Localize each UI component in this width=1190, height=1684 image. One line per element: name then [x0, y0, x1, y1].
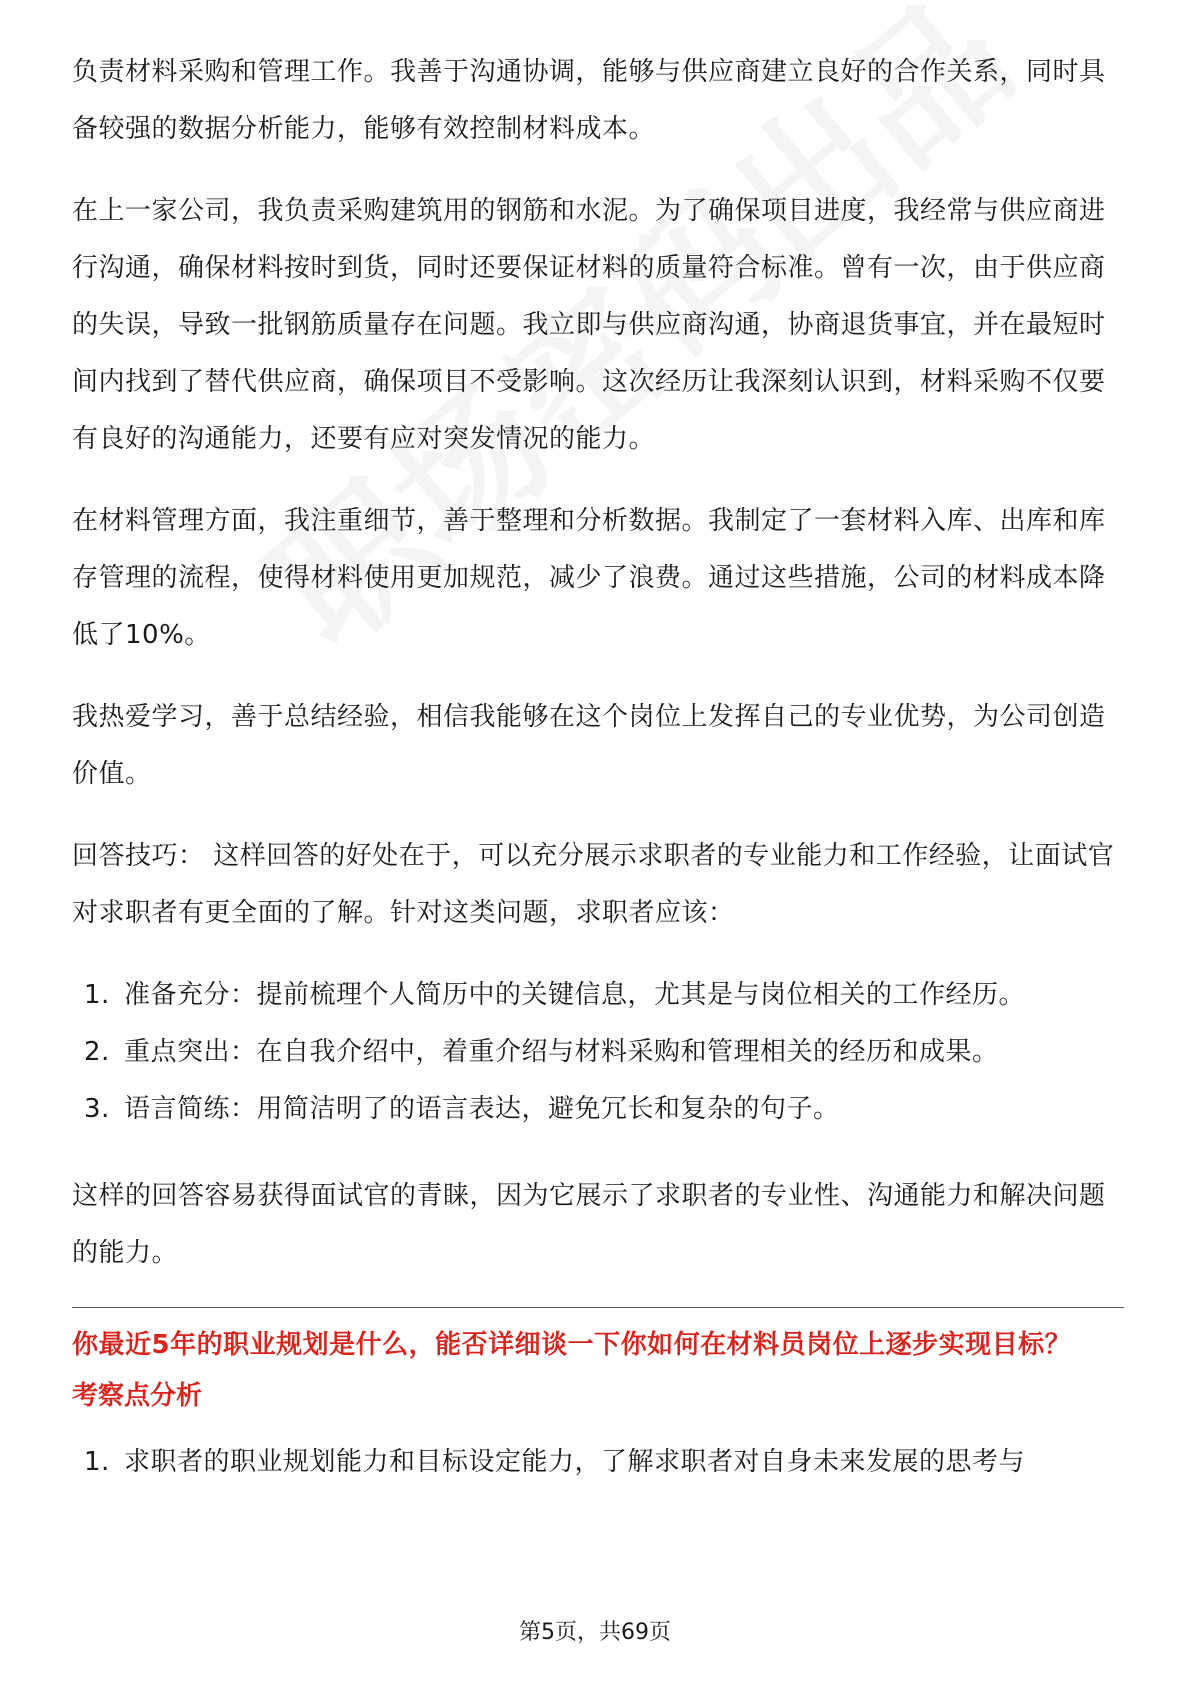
list-text: 语言简练：用简洁明了的语言表达，避免冗长和复杂的句子。: [124, 1094, 840, 1124]
section-divider: [72, 1307, 1124, 1308]
analysis-list: [72, 1434, 1122, 1491]
list-number: 3.: [84, 1094, 110, 1124]
paragraph-motivation: 我热爱学习，善于总结经验，相信我能够在这个岗位上发挥自己的专业优势，为公司创造价值。: [72, 702, 1106, 789]
paragraph-closing: 这样的回答容易获得面试官的青睐，因为它展示了求职者的专业性、沟通能力和解决问题的能力。: [72, 1181, 1106, 1268]
list-number: 1.: [84, 980, 110, 1010]
list-item: [72, 1081, 1122, 1138]
paragraph-experience: 在上一家公司，我负责采购建筑用的钢筋和水泥。为了确保项目进度，我经常与供应商进行沟通，确保材料按时到货，同时还要保证材料的质量符合标准。曾有一次，由于供应商的失误，导致一批钢筋质量存在问题。我立即与供应商沟通，协商退货事宜，并在最短时间内找到了替代供应商，确保项目不受影响。这次经历让我深刻认识到，材料采购不仅要有良好的沟通能力，还要有应对突发情况的能力。: [72, 196, 1106, 454]
paragraph-management: 在材料管理方面，我注重细节，善于整理和分析数据。我制定了一套材料入库、出库和库存管理的流程，使得材料使用更加规范，减少了浪费。通过这些措施，公司的材料成本降低了10%。: [72, 506, 1106, 650]
list-item: [72, 967, 1122, 1024]
page-footer: 第5页，共69页: [519, 1620, 671, 1645]
paragraph-answer-tips: 回答技巧： 这样回答的好处在于，可以充分展示求职者的专业能力和工作经验，让面试官对求职者有更全面的了解。针对这类问题，求职者应该：: [72, 841, 1115, 928]
page-content: [72, 44, 1122, 1521]
list-number: 1.: [84, 1447, 110, 1477]
list-text: 重点突出：在自我介绍中，着重介绍与材料采购和管理相关的经历和成果。: [124, 1037, 999, 1067]
paragraph-intro: 负责材料采购和管理工作。我善于沟通协调，能够与供应商建立良好的合作关系，同时具备较强的数据分析能力，能够有效控制材料成本。: [72, 57, 1106, 144]
list-text: 求职者的职业规划能力和目标设定能力，了解求职者对自身未来发展的思考与: [124, 1447, 1026, 1477]
list-item: [72, 1434, 1122, 1491]
tips-list: [72, 967, 1122, 1138]
interview-question: 你最近5年的职业规划是什么，能否详细谈一下你如何在材料员岗位上逐步实现目标？: [72, 1330, 1072, 1360]
list-text: 准备充分：提前梳理个人简历中的关键信息，尤其是与岗位相关的工作经历。: [124, 980, 1026, 1010]
list-item: [72, 1024, 1122, 1081]
list-number: 2.: [84, 1037, 110, 1067]
analysis-heading: 考察点分析: [72, 1381, 203, 1411]
